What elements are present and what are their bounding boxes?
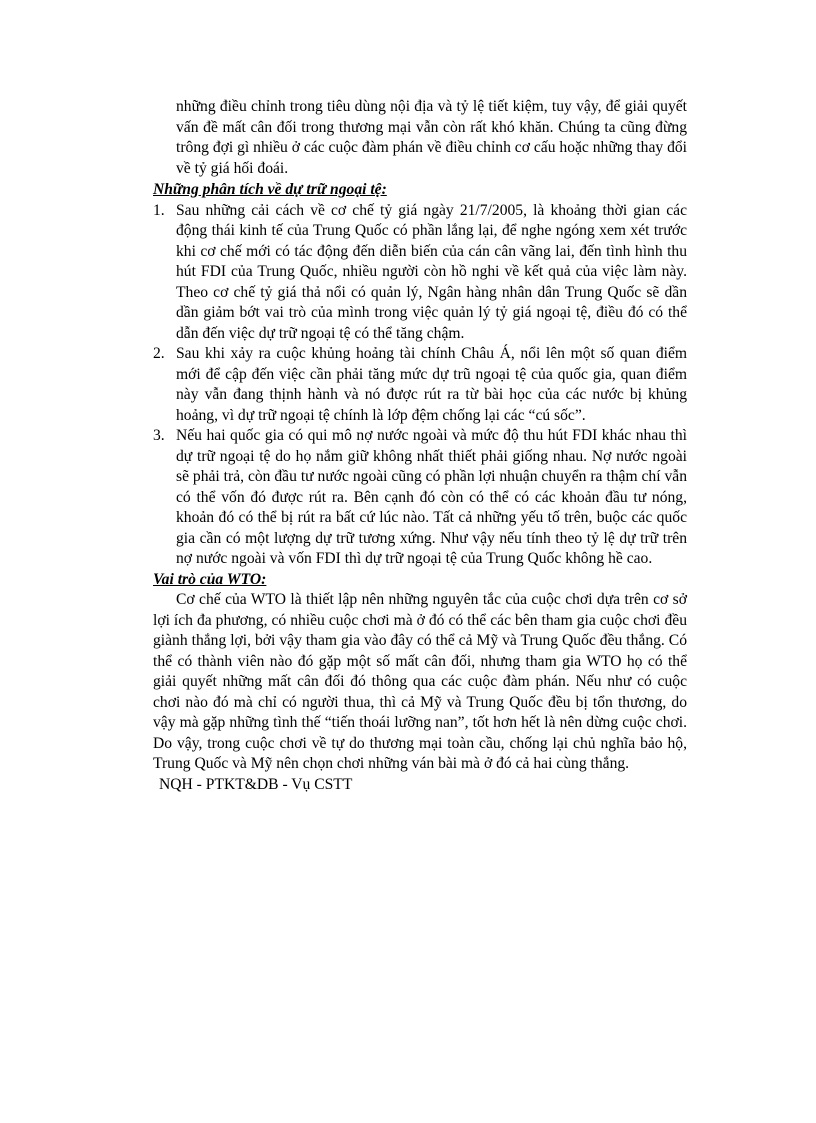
list-item-text: Nếu hai quốc gia có qui mô nợ nước ngoài và mức độ thu hút FDI khác nhau thì dự trữ ngoại tệ do họ nắm giữ không nhất thiết phải giống nhau. Nợ nước ngoài sẽ phải trả, còn đầu tư nước ngoài cũng có phần lợi nhuận chuyển ra thậm chí vẫn có thể vốn đó được rút ra. Bên cạnh đó còn có thể có các khoản đầu tư nóng, khoản đó có thể bị rút ra bất cứ lúc nào. Tất cả những yếu tố trên, buộc các quốc gia cần có một lượng dự trữ tương xứng. Như vậy nếu tính theo tỷ lệ dự trữ trên nợ nước ngoài và vốn FDI thì dự trữ ngoại tệ của Trung Quốc không hề cao. [176, 427, 687, 567]
list-item-text: Sau những cải cách về cơ chế tỷ giá ngày 21/7/2005, là khoảng thời gian các động thái kinh tế của Trung Quốc có phần lắng lại, để nghe ngóng xem xét trước khi cơ chế mới có tác động đến diễn biến của cán cân vãng lai, đến tình hình thu hút FDI của Trung Quốc, nhiều người còn hồ nghi về kết quả của việc làm này. Theo cơ chế tỷ giá thả nổi có quản lý, Ngân hàng nhân dân Trung Quốc sẽ dần dần giảm bớt vai trò của mình trong việc quản lý tỷ giá ngoại tệ, điều đó có thể dẫn đến việc dự trữ ngoại tệ có thể tăng chậm. [176, 201, 687, 342]
reserves-analysis-list [153, 201, 687, 570]
wto-paragraph: Cơ chế của WTO là thiết lập nên những nguyên tắc của cuộc chơi dựa trên cơ sở lợi ích đa phương, có nhiều cuộc chơi mà ở đó có thể các bên tham gia cuộc chơi đều giành thắng lợi, bởi vậy tham gia vào đây có thể cả Mỹ và Trung Quốc đều thắng. Có thể có thành viên nào đó gặp một số mất cân đối, nhưng tham gia WTO họ có thể giải quyết những mất cân đối đó thông qua các cuộc đàm phán. Nếu như có cuộc chơi nào đó mà chỉ có người thua, thì cả Mỹ và Trung Quốc đều bị tổn thương, do vậy mà gặp những tình thế “tiến thoái lưỡng nan”, tốt hơn hết là nên dừng cuộc chơi. Do vậy, trong cuộc chơi về tự do thương mại toàn cầu, chống lại chủ nghĩa bảo hộ, Trung Quốc và Mỹ nên chọn chơi những ván bài mà ở đó cả hai cùng thắng. [153, 591, 687, 772]
list-item-number: 3. [153, 427, 165, 444]
section-heading-wto-role: Vai trò của WTO: [153, 570, 267, 588]
list-item-number: 2. [153, 345, 165, 362]
list-item-text: Sau khi xảy ra cuộc khủng hoảng tài chính Châu Á, nổi lên một số quan điểm mới để cập đến việc cần phải tăng mức dự trũ ngoại tệ của quốc gia, quan điểm này vẫn đang thịnh hành và nó được rút ra từ bài học của các nước bị khủng hoảng, vì dự trữ ngoại tệ chính là lớp đệm chống lại các “cú sốc”. [176, 345, 687, 424]
list-item-number: 1. [153, 201, 165, 219]
signature: NQH - PTKT&DB - Vụ CSTT [159, 775, 353, 793]
section-heading-foreign-reserves: Những phân tích về dự trữ ngoại tệ: [153, 181, 387, 198]
list-item [153, 426, 687, 570]
list-item [153, 201, 687, 345]
intro-paragraph: những điều chỉnh trong tiêu dùng nội địa và tỷ lệ tiết kiệm, tuy vậy, để giải quyết vấn đề mất cân đối trong thương mại vẫn còn rất khó khăn. Chúng ta cũng đừng trông đợi gì nhiều ở các cuộc đàm phán về điều chỉnh cơ cấu hoặc những thay đổi về tỷ giá hối đoái. [176, 98, 687, 177]
document-page [153, 97, 687, 795]
list-item [153, 344, 687, 426]
